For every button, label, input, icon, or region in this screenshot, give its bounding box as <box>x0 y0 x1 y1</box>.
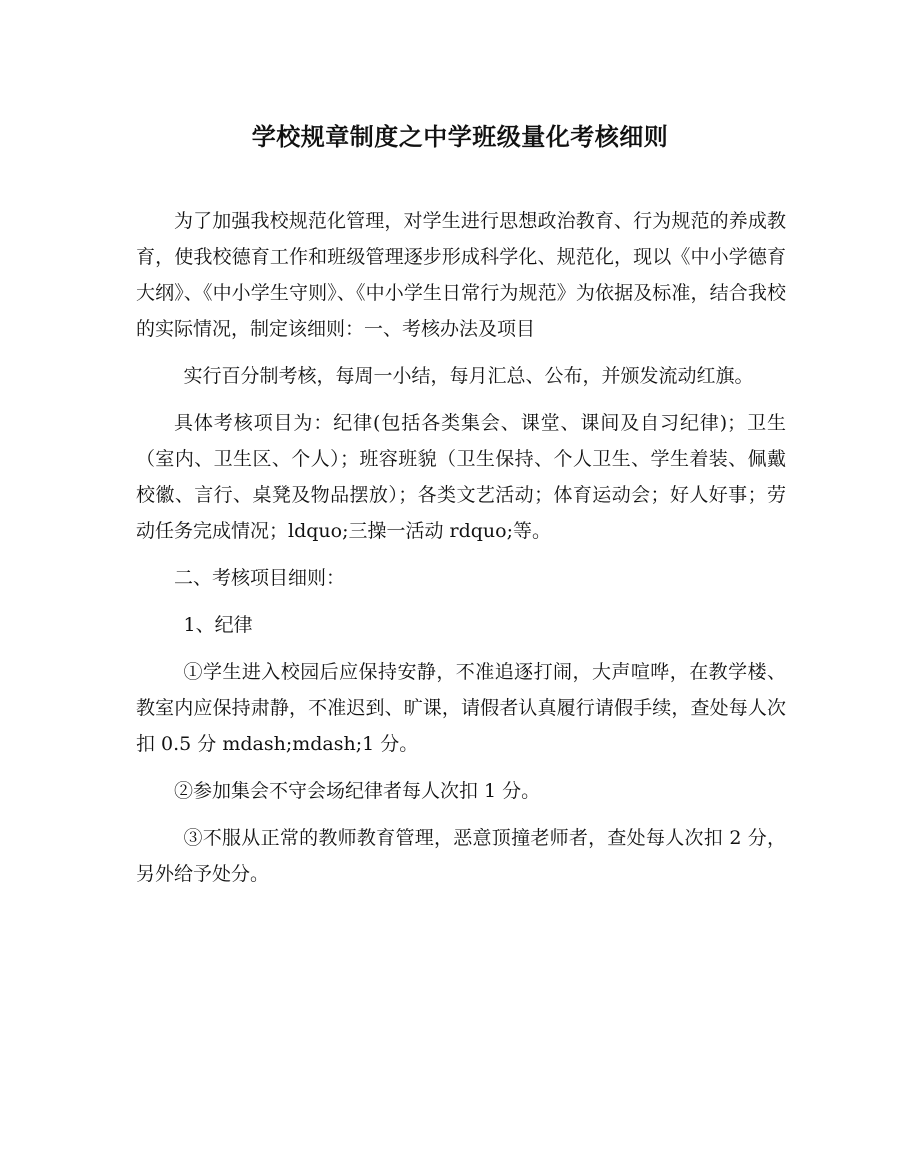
subsection-heading-discipline: 1、纪律 <box>183 614 253 636</box>
intro-paragraph: 为了加强我校规范化管理，对学生进行思想政治教育、行为规范的养成教育，使我校德育工作和班级管理逐步形成科学化、规范化，现以《中小学德育大纲》、《中小学生守则》、《中小学生日常行为规范》为依据及标准，结合我校的实际情况，制定该细则：一、考核办法及项目 <box>136 210 786 340</box>
rule-item-1: ①学生进入校园后应保持安静，不准追逐打闹，大声喧哗，在教学楼、教室内应保持肃静，不准迟到、旷课，请假者认真履行请假手续，查处每人次扣 0.5 分 mdash;mdash;1 分。 <box>136 661 786 755</box>
rule-item-3: ③不服从正常的教师教育管理，恶意顶撞老师者，查处每人次扣 2 分，另外给予处分。 <box>136 827 786 885</box>
assessment-method-paragraph: 实行百分制考核，每周一小结，每月汇总、公布，并颁发流动红旗。 <box>183 365 754 387</box>
document-title: 学校规章制度之中学班级量化考核细则 <box>251 122 669 151</box>
rule-item-2: ②参加集会不守会场纪律者每人次扣 1 分。 <box>174 780 541 802</box>
section-heading-details: 二、考核项目细则： <box>174 567 346 589</box>
assessment-items-paragraph: 具体考核项目为：纪律(包括各类集会、课堂、课间及自习纪律)；卫生（室内、卫生区、个人）；班容班貌（卫生保持、个人卫生、学生着装、佩戴校徽、言行、桌凳及物品摆放）；各类文艺活动；体育运动会；好人好事；劳动任务完成情况；ldquo;三操一活动 rdquo;等。 <box>136 412 786 542</box>
document-body <box>136 203 786 903</box>
